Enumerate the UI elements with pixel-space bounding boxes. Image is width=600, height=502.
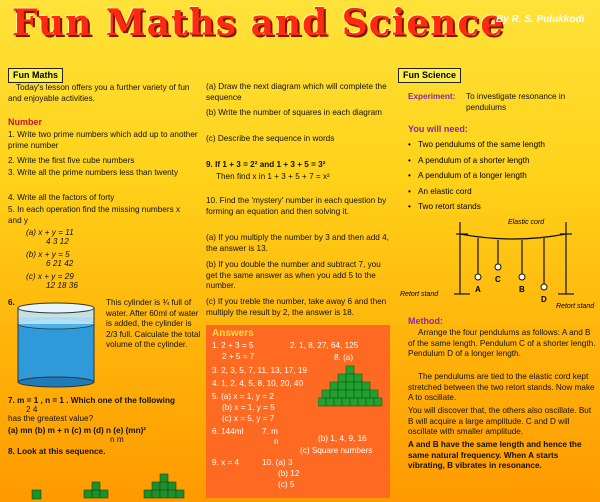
method-paragraph-1: Arrange the four pendulums as follows: A and B of the same length. Pendulum C of a shorter length. Pendulum D of a longer length. xyxy=(408,328,596,358)
answer-7: 7. m xyxy=(262,427,278,436)
question-5b: (b) x + y = 5 xyxy=(26,250,70,259)
answer-8a: 8. (a) xyxy=(334,353,354,362)
diagram-label-elastic-cord: Elastic cord xyxy=(508,219,545,226)
experiment-text: To investigate resonance in pendulums xyxy=(466,92,566,112)
material-item: • A pendulum of a longer length xyxy=(408,171,594,187)
question-8: 8. Look at this sequence. xyxy=(8,447,106,456)
question-8c: (c) Describe the sequence in words xyxy=(206,134,335,143)
answers-heading: Answers xyxy=(212,328,254,339)
material-item: • Two pendulums of the same length xyxy=(408,140,594,156)
answer-2: 2. 1, 8, 27, 64, 125 xyxy=(290,341,359,350)
question-5b-den: 6 21 42 xyxy=(46,259,74,268)
question-5c: (c) x + y = 29 xyxy=(26,272,74,281)
question-7-options: (a) mn (b) m + n (c) m (d) n (e) (mn)² xyxy=(8,426,147,435)
answer-1: 1. 2 + 3 = 5 xyxy=(212,341,254,350)
answer-9: 9. x = 4 xyxy=(212,458,240,467)
answer-10c: (c) 5 xyxy=(278,480,295,489)
question-9: 9. If 1 + 3 = 2² and 1 + 3 + 5 = 3² xyxy=(206,160,326,169)
question-5a: (a) x + y = 11 xyxy=(26,228,74,237)
answer-4: 4. 1, 2, 4, 5, 8, 10, 20, 40 xyxy=(212,379,304,388)
byline: By R. S. Pulukkodi xyxy=(496,14,585,25)
cylinder-illustration xyxy=(16,302,98,388)
diagram-label-c: C xyxy=(495,275,501,284)
material-item: • A pendulum of a shorter length xyxy=(408,156,594,172)
answer-8b: (b) 1, 4, 9, 16 xyxy=(318,434,367,443)
diagram-label-retort-right: Retort stand xyxy=(556,303,595,310)
question-10c: (c) If you treble the number, take away 6 and then multiply the result by 2, the answer is 18. xyxy=(206,297,387,317)
question-10b: (b) If you double the number and subtract 7, you get the same answer as when you add 5 to the number. xyxy=(206,260,381,290)
materials-list xyxy=(408,140,594,218)
answer-8c: (c) Square numbers xyxy=(300,446,373,455)
diagram-label-b: B xyxy=(519,285,525,294)
question-6-text: This cylinder is ¾ full of water. After 60ml of water is added, the cylinder is 2/3 full. Calculate the total volume of the cylinder. xyxy=(106,298,201,349)
question-8b: (b) Write the number of squares in each diagram xyxy=(206,108,382,117)
question-7-b: has the greatest value? xyxy=(8,414,94,423)
square-sequence xyxy=(30,458,200,500)
answer-10a: 10. (a) 3 xyxy=(262,458,293,467)
question-5: 5. In each operation find the missing numbers x and y xyxy=(8,205,181,225)
question-2: 2. Write the first five cube numbers xyxy=(8,156,135,165)
question-6-number: 6. xyxy=(8,298,15,307)
maths-intro: Today's lesson offers you a further variety of fun and enjoyable activities. xyxy=(8,83,190,103)
diagram-label-d: D xyxy=(541,295,547,304)
question-3: 3. Write all the prime numbers less than twenty xyxy=(8,168,179,177)
method-heading: Method: xyxy=(408,316,443,326)
answer-3: 3. 2, 3, 5, 7, 11, 13, 17, 19 xyxy=(212,366,307,375)
answer-5c: (c) x = 5, y = 7 xyxy=(222,414,275,423)
answer-1b: 2 + 5 = 7 xyxy=(222,352,255,361)
question-7-options-den: n m xyxy=(110,435,124,444)
question-5a-den: 4 3 12 xyxy=(46,237,69,246)
question-10a: (a) If you multiply the number by 3 and then add 4, the answer is 13. xyxy=(206,233,389,253)
fun-maths-tag: Fun Maths xyxy=(8,68,63,83)
answer-7-den: n xyxy=(274,437,279,446)
method-paragraph-2: The pendulums are tied to the elastic cord kept stretched between the two retort stands. Now make A to oscillate. xyxy=(408,372,595,402)
pendulum-diagram xyxy=(398,212,596,314)
material-item: • An elastic cord xyxy=(408,187,594,203)
answer-5a: 5. (a) x = 1, y = 2 xyxy=(212,392,274,401)
answer-pyramid-diagram xyxy=(318,364,386,420)
method-conclusion: A and B have the same length and hence the same natural frequency. When A starts vibrating, B vibrates in resonance. xyxy=(408,440,582,470)
material-item: • Two retort stands xyxy=(408,202,594,218)
answer-10b: (b) 12 xyxy=(278,469,300,478)
question-7: 7. m = 1 , n = 1 . Which one of the following xyxy=(8,396,175,405)
question-1: 1. Write two prime numbers which add up to another prime number xyxy=(8,130,198,150)
page-title: Fun Maths and Science xyxy=(12,2,505,44)
question-9-b: Then find x in 1 + 3 + 5 + 7 = x² xyxy=(216,172,330,181)
question-5c-den: 12 18 36 xyxy=(46,281,78,290)
number-heading: Number xyxy=(8,117,43,127)
diagram-label-retort-left: Retort stand xyxy=(400,291,439,298)
answer-6: 6. 144ml xyxy=(212,427,244,436)
answer-5b: (b) x = 1, y = 5 xyxy=(222,403,275,412)
diagram-label-a: A xyxy=(475,285,481,294)
question-8a: (a) Draw the next diagram which will complete the sequence xyxy=(206,82,387,102)
question-10: 10. Find the 'mystery' number in each question by forming an equation and then solving it. xyxy=(206,196,387,216)
question-4: 4. Write all the factors of forty xyxy=(8,193,115,202)
you-will-need-heading: You will need: xyxy=(408,124,468,134)
experiment-label: Experiment: xyxy=(408,92,456,101)
fun-science-tag: Fun Science xyxy=(398,68,461,83)
method-paragraph-3: You will discover that, the others also oscillate. But B will acquire a large amplitude. C and D will oscillate with smaller amplitude. xyxy=(408,406,592,436)
question-7-den: 2 4 xyxy=(26,405,38,414)
